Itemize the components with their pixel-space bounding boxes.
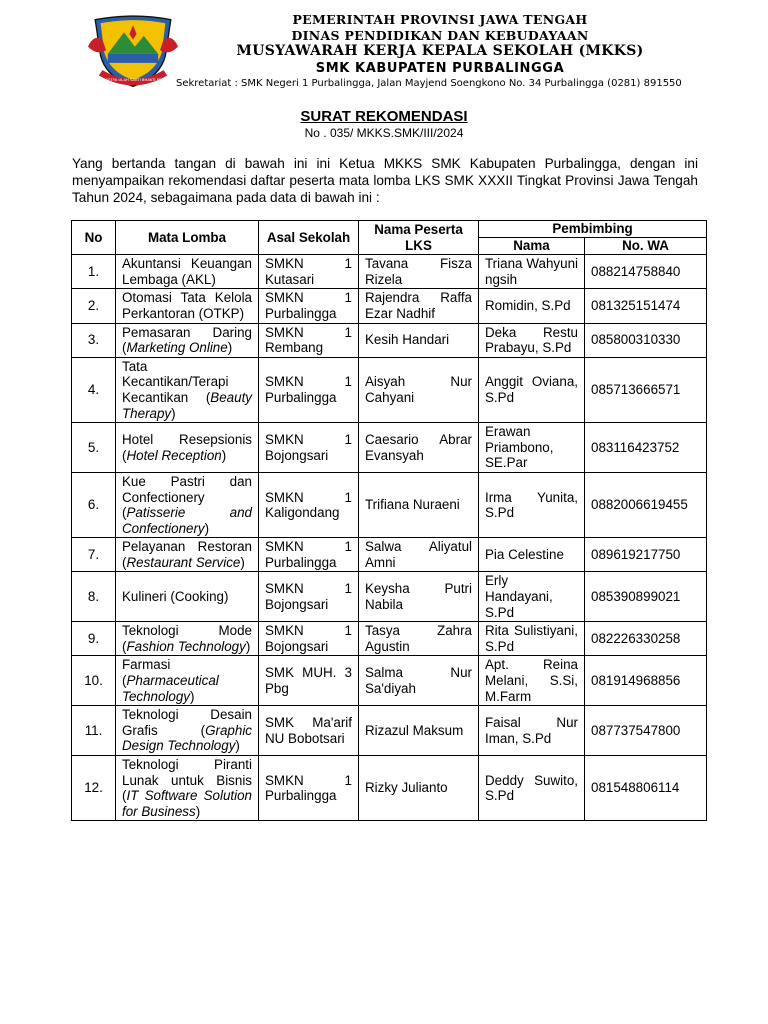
cell-pembimbing: Deddy Suwito, S.Pd — [479, 756, 585, 821]
cell-no: 4. — [72, 357, 116, 422]
table-row — [72, 656, 707, 706]
cell-peserta: Tavana Fisza Rizela — [359, 255, 479, 289]
cell-lomba: Teknologi Desain Grafis (Graphic Design Technology) — [116, 706, 259, 756]
cell-peserta: Trifiana Nuraeni — [359, 472, 479, 537]
cell-wa: 085713666571 — [585, 357, 707, 422]
cell-wa: 081548806114 — [585, 756, 707, 821]
cell-lomba: Kulineri (Cooking) — [116, 572, 259, 622]
cell-no: 6. — [72, 472, 116, 537]
cell-lomba: Teknologi Piranti Lunak untuk Bisnis (IT Software Solution for Business) — [116, 756, 259, 821]
cell-pembimbing: Erly Handayani, S.Pd — [479, 572, 585, 622]
header-address: Sekretariat : SMK Negeri 1 Purbalingga, Jalan Mayjend Soengkono No. 34 Purbalingga (0281) 891550 — [176, 78, 682, 89]
cell-no: 3. — [72, 323, 116, 357]
cell-sekolah: SMKN 1 Kaligondang — [259, 472, 359, 537]
table-row — [72, 357, 707, 422]
cell-wa: 088214758840 — [585, 255, 707, 289]
cell-peserta: Caesario Abrar Evansyah — [359, 423, 479, 473]
table-row — [72, 572, 707, 622]
cell-wa: 085390899021 — [585, 572, 707, 622]
cell-peserta: Tasya Zahra Agustin — [359, 622, 479, 656]
cell-sekolah: SMK MUH. 3 Pbg — [259, 656, 359, 706]
cell-no: 1. — [72, 255, 116, 289]
th-asal-sekolah: Asal Sekolah — [259, 221, 359, 255]
cell-no: 12. — [72, 756, 116, 821]
header-department: DINAS PENDIDIKAN DAN KEBUDAYAAN — [291, 28, 589, 43]
cell-no: 5. — [72, 423, 116, 473]
cell-peserta: Rajendra Raffa Ezar Nadhif — [359, 289, 479, 323]
th-no: No — [72, 221, 116, 255]
cell-wa: 083116423752 — [585, 423, 707, 473]
letter-number: No . 035/ MKKS.SMK/III/2024 — [304, 126, 464, 140]
cell-peserta: Rizazul Maksum — [359, 706, 479, 756]
header-regency: SMK KABUPATEN PURBALINGGA — [315, 61, 565, 76]
cell-pembimbing: Faisal Nur Iman, S.Pd — [479, 706, 585, 756]
cell-peserta: Kesih Handari — [359, 323, 479, 357]
cell-pembimbing: Romidin, S.Pd — [479, 289, 585, 323]
cell-sekolah: SMKN 1 Purbalingga — [259, 538, 359, 572]
cell-pembimbing: Erawan Priambono, SE.Par — [479, 423, 585, 473]
cell-wa: 089619217750 — [585, 538, 707, 572]
table-row — [72, 472, 707, 537]
cell-lomba: Hotel Resepsionis (Hotel Reception) — [116, 423, 259, 473]
cell-pembimbing: Irma Yunita, S.Pd — [479, 472, 585, 537]
cell-lomba: Kue Pastri dan Confectionery (Patisserie and Confectionery) — [116, 472, 259, 537]
th-mata-lomba: Mata Lomba — [116, 221, 259, 255]
cell-no: 9. — [72, 622, 116, 656]
cell-sekolah: SMKN 1 Purbalingga — [259, 756, 359, 821]
cell-lomba: Pelayanan Restoran (Restaurant Service) — [116, 538, 259, 572]
cell-peserta: Aisyah Nur Cahyani — [359, 357, 479, 422]
cell-lomba: Teknologi Mode (Fashion Technology) — [116, 622, 259, 656]
cell-lomba: Farmasi (Pharmaceutical Technology) — [116, 656, 259, 706]
cell-sekolah: SMKN 1 Bojongsari — [259, 423, 359, 473]
th-nama-pembimbing: Nama — [479, 238, 585, 255]
table-row — [72, 706, 707, 756]
cell-lomba: Tata Kecantikan/Terapi Kecantikan (Beauty Therapy) — [116, 357, 259, 422]
cell-peserta: Keysha Putri Nabila — [359, 572, 479, 622]
cell-sekolah: SMKN 1 Kutasari — [259, 255, 359, 289]
table-row — [72, 538, 707, 572]
cell-no: 10. — [72, 656, 116, 706]
th-pembimbing: Pembimbing — [479, 221, 707, 238]
header-government: PEMERINTAH PROVINSI JAWA TENGAH — [292, 12, 588, 27]
cell-sekolah: SMKN 1 Rembang — [259, 323, 359, 357]
cell-no: 11. — [72, 706, 116, 756]
cell-sekolah: SMKN 1 Purbalingga — [259, 357, 359, 422]
cell-no: 8. — [72, 572, 116, 622]
emblem-motto: PRASETYA ULAH SAKTI BHAKTI PRAJA — [98, 77, 168, 82]
cell-sekolah: SMKN 1 Bojongsari — [259, 622, 359, 656]
cell-sekolah: SMKN 1 Bojongsari — [259, 572, 359, 622]
cell-lomba: Pemasaran Daring (Marketing Online) — [116, 323, 259, 357]
th-no-wa: No. WA — [585, 238, 707, 255]
participant-table — [71, 220, 707, 821]
th-nama-peserta: Nama Peserta LKS — [359, 221, 479, 255]
cell-sekolah: SMKN 1 Purbalingga — [259, 289, 359, 323]
cell-pembimbing: Anggit Oviana, S.Pd — [479, 357, 585, 422]
table-row — [72, 622, 707, 656]
letterhead — [0, 0, 768, 100]
table-row — [72, 756, 707, 821]
table-row — [72, 255, 707, 289]
cell-pembimbing: Rita Sulistiyani, S.Pd — [479, 622, 585, 656]
header-organization: MUSYAWARAH KERJA KEPALA SEKOLAH (MKKS) — [236, 43, 644, 59]
cell-no: 7. — [72, 538, 116, 572]
cell-wa: 082226330258 — [585, 622, 707, 656]
cell-wa: 081914968856 — [585, 656, 707, 706]
cell-lomba: Akuntansi Keuangan Lembaga (AKL) — [116, 255, 259, 289]
cell-peserta: Salwa Aliyatul Amni — [359, 538, 479, 572]
table-row — [72, 423, 707, 473]
cell-pembimbing: Deka Restu Prabayu, S.Pd — [479, 323, 585, 357]
cell-pembimbing: Apt. Reina Melani, S.Si, M.Farm — [479, 656, 585, 706]
cell-wa: 085800310330 — [585, 323, 707, 357]
cell-no: 2. — [72, 289, 116, 323]
cell-pembimbing: Triana Wahyuningsih — [479, 255, 585, 289]
intro-paragraph: Yang bertanda tangan di bawah ini ini Ketua MKKS SMK Kabupaten Purbalingga, dengan ini menyampaikan rekomendasi daftar peserta mata lomba LKS SMK XXXII Tingkat Provinsi Jawa Tengah Tahun 2024, sebagaimana pada data di bawah ini : — [72, 156, 698, 205]
cell-peserta: Salma Nur Sa'diyah — [359, 656, 479, 706]
cell-pembimbing: Pia Celestine — [479, 538, 585, 572]
cell-sekolah: SMK Ma'arif NU Bobotsari — [259, 706, 359, 756]
table-row — [72, 289, 707, 323]
cell-lomba: Otomasi Tata Kelola Perkantoran (OTKP) — [116, 289, 259, 323]
cell-wa: 081325151474 — [585, 289, 707, 323]
letter-title: SURAT REKOMENDASI — [300, 108, 468, 125]
cell-wa: 0882006619455 — [585, 472, 707, 537]
table-row — [72, 323, 707, 357]
cell-peserta: Rizky Julianto — [359, 756, 479, 821]
cell-wa: 087737547800 — [585, 706, 707, 756]
